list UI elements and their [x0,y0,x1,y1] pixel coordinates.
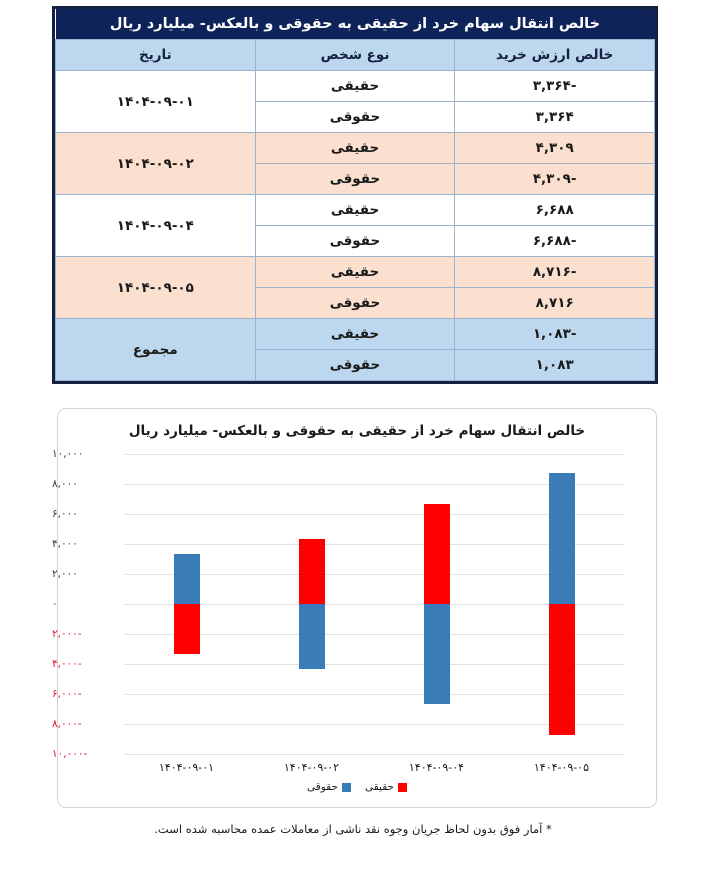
cell-person-type: حقیقی [255,195,455,226]
chart-gridline [124,454,624,455]
cell-person-type: حقوقی [255,226,455,257]
cell-net-buy-value: -۴,۳۰۹ [455,164,655,195]
cell-total-net-buy-value: ۱,۰۸۳ [455,350,655,381]
table-header-row [56,40,655,71]
chart-y-tick-label: -۱۰,۰۰۰ [52,748,88,760]
cell-person-type: حقوقی [255,102,455,133]
net-transfer-table-container [52,6,658,384]
chart-x-axis-labels [124,761,624,781]
table-title-row [56,9,655,40]
chart-gridline [124,754,624,755]
table-body [56,9,655,381]
net-transfer-table [55,9,655,381]
table-row [56,133,655,164]
chart-x-tick-label: ۱۴۰۴-۰۹-۰۴ [408,761,465,774]
chart-y-tick-label: ۸,۰۰۰ [52,478,78,490]
cell-person-type: حقیقی [255,257,455,288]
cell-net-buy-value: -۳,۳۶۴ [455,71,655,102]
chart-bar-segment [549,473,575,604]
cell-net-buy-value: ۳,۳۶۴ [455,102,655,133]
cell-net-buy-value: -۶,۶۸۸ [455,226,655,257]
cell-person-type: حقیقی [255,71,455,102]
chart-x-tick-label: ۱۴۰۴-۰۹-۰۵ [533,761,590,774]
footnote: * آمار فوق بدون لحاظ جریان وجوه نقد ناشی از معاملات عمده محاسبه شده است. [154,822,552,836]
cell-person-type: حقیقی [255,133,455,164]
chart-card [52,408,657,808]
column-header-net-buy-value: خالص ارزش خرید [455,40,655,71]
cell-net-buy-value: ۸,۷۱۶ [455,288,655,319]
cell-date: ۱۴۰۴-۰۹-۰۵ [56,257,256,319]
cell-total-label: مجموع [56,319,256,381]
cell-person-type: حقوقی [255,288,455,319]
cell-date: ۱۴۰۴-۰۹-۰۱ [56,71,256,133]
table-row [56,195,655,226]
chart-y-tick-label: -۴,۰۰۰ [52,658,82,670]
chart-title: خالص انتقال سهام خرد از حقیقی به حقوقی و بالعکس- میلیارد ریال [128,423,586,439]
chart-y-tick-label: -۲,۰۰۰ [52,628,82,640]
chart-bar-segment [549,604,575,735]
chart-y-tick-label: -۶,۰۰۰ [52,688,82,700]
chart-y-tick-label: ۴,۰۰۰ [52,538,78,550]
chart-x-tick-label: ۱۴۰۴-۰۹-۰۱ [158,761,215,774]
cell-net-buy-value: ۶,۶۸۸ [455,195,655,226]
chart-legend-swatch [398,783,407,792]
chart-bar-segment [174,604,200,654]
table-total-row [56,319,655,350]
cell-total-person-type: حقیقی [255,319,455,350]
table-row [56,257,655,288]
chart-legend-label: حقیقی [364,781,395,793]
chart-legend-label: حقوقی [306,781,338,793]
chart-legend-swatch [342,783,351,792]
table-row [56,71,655,102]
cell-person-type: حقوقی [255,164,455,195]
chart-plot-area [52,448,624,760]
chart-y-tick-label: ۰ [52,598,58,610]
column-header-person-type: نوع شخص [255,40,455,71]
chart-y-tick-label: ۶,۰۰۰ [52,508,78,520]
cell-net-buy-value: ۴,۳۰۹ [455,133,655,164]
cell-total-person-type: حقوقی [255,350,455,381]
chart-legend-item[interactable] [365,781,407,793]
column-header-date: تاریخ [56,40,256,71]
chart-bar-segment [299,604,325,669]
chart-legend [58,781,656,793]
cell-net-buy-value: -۸,۷۱۶ [455,257,655,288]
cell-total-net-buy-value: -۱,۰۸۳ [455,319,655,350]
cell-date: ۱۴۰۴-۰۹-۰۲ [56,133,256,195]
chart-y-tick-label: ۲,۰۰۰ [52,568,78,580]
chart-x-tick-label: ۱۴۰۴-۰۹-۰۲ [283,761,340,774]
chart-y-tick-label: ۱۰,۰۰۰ [52,448,84,460]
chart-bar-segment [424,604,450,704]
table-title: خالص انتقال سهام خرد از حقیقی به حقوقی و بالعکس- میلیارد ریال [56,9,655,40]
cell-date: ۱۴۰۴-۰۹-۰۴ [56,195,256,257]
chart-bar-segment [299,539,325,604]
chart-y-tick-label: -۸,۰۰۰ [52,718,82,730]
chart-legend-item[interactable] [307,781,351,793]
chart-bar-segment [174,554,200,604]
chart-bar-segment [424,504,450,604]
